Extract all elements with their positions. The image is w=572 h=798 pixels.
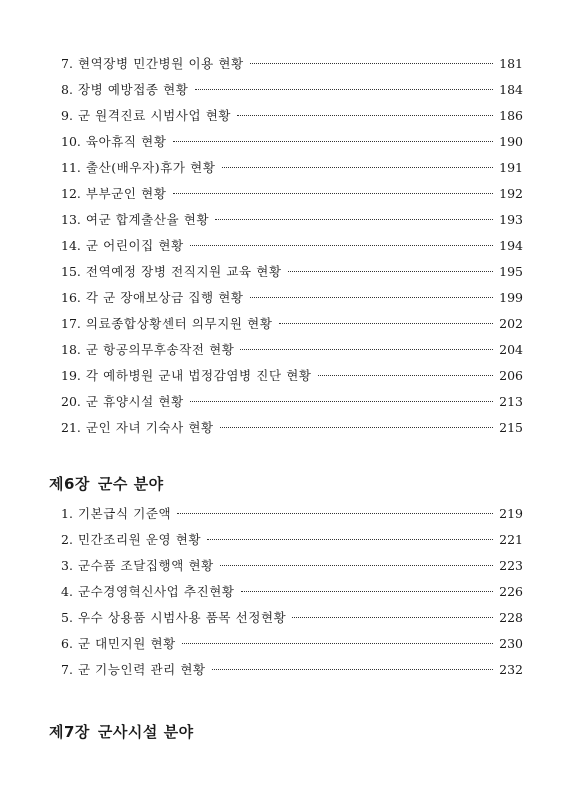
toc-entry[interactable]	[61, 389, 523, 415]
toc-entry-title: 부부군인 현황	[85, 186, 167, 201]
toc-entry-page: 195	[499, 264, 523, 279]
toc-entry[interactable]	[61, 51, 523, 77]
toc-entry[interactable]	[61, 233, 523, 259]
toc-entry-page: 181	[499, 56, 523, 71]
toc-dot-leader	[182, 643, 493, 644]
toc-entry-page: 232	[499, 662, 523, 677]
toc-entry-title: 각 군 장애보상금 집행 현황	[85, 290, 244, 305]
toc-entry-number: 5.	[61, 610, 73, 625]
toc-entry-number: 6.	[61, 636, 73, 651]
toc-entry-page: 194	[499, 238, 523, 253]
toc-entry-page: 184	[499, 82, 523, 97]
chapter-number: 제7장	[49, 723, 90, 741]
toc-dot-leader	[240, 349, 493, 350]
toc-entry[interactable]	[61, 415, 523, 441]
toc-dot-leader	[220, 565, 493, 566]
toc-entry-page: 191	[499, 160, 523, 175]
toc-entry[interactable]	[61, 337, 523, 363]
toc-entry-number: 9.	[61, 108, 73, 123]
toc-entry-title: 여군 합계출산율 현황	[85, 212, 210, 227]
toc-entry-title: 군수경영혁신사업 추진현황	[77, 584, 235, 599]
chapter-number: 제6장	[49, 475, 90, 493]
toc-entry-title: 기본급식 기준액	[77, 506, 172, 521]
toc-entry-title: 군 휴양시설 현황	[85, 394, 184, 409]
chapter-heading-7	[49, 721, 194, 742]
toc-entry-page: 193	[499, 212, 523, 227]
toc-dot-leader	[288, 271, 494, 272]
toc-dot-leader	[241, 591, 494, 592]
toc-entry-number: 3.	[61, 558, 73, 573]
toc-entry-number: 13.	[61, 212, 81, 227]
toc-entry[interactable]	[61, 657, 523, 683]
toc-entry-title: 의료종합상황센터 의무지원 현황	[85, 316, 273, 331]
toc-entry-title: 군 기능인력 관리 현황	[77, 662, 206, 677]
toc-entry-number: 2.	[61, 532, 73, 547]
toc-entry[interactable]	[61, 311, 523, 337]
toc-entry-title: 군 어린이집 현황	[85, 238, 184, 253]
toc-entry-title: 육아휴직 현황	[85, 134, 167, 149]
toc-entry-number: 1.	[61, 506, 73, 521]
toc-entry-number: 18.	[61, 342, 81, 357]
toc-entry-number: 19.	[61, 368, 81, 383]
toc-entry-page: 204	[499, 342, 523, 357]
toc-entry-number: 8.	[61, 82, 73, 97]
toc-entry-page: 206	[499, 368, 523, 383]
toc-entry-number: 15.	[61, 264, 81, 279]
toc-entry[interactable]	[61, 181, 523, 207]
toc-entry[interactable]	[61, 259, 523, 285]
toc-dot-leader	[250, 297, 494, 298]
toc-dot-leader	[237, 115, 493, 116]
toc-entry-page: 223	[499, 558, 523, 573]
toc-list-chapter6	[61, 501, 523, 683]
toc-entry-number: 10.	[61, 134, 81, 149]
toc-entry-page: 219	[499, 506, 523, 521]
toc-entry-page: 202	[499, 316, 523, 331]
toc-entry-title: 출산(배우자)휴가 현황	[85, 160, 216, 175]
toc-entry-title: 군 대민지원 현황	[77, 636, 176, 651]
toc-entry[interactable]	[61, 155, 523, 181]
toc-entry[interactable]	[61, 605, 523, 631]
toc-dot-leader	[195, 89, 494, 90]
toc-entry[interactable]	[61, 77, 523, 103]
toc-entry-number: 7.	[61, 56, 73, 71]
toc-entry-number: 4.	[61, 584, 73, 599]
toc-entry-title: 민간조리원 운영 현황	[77, 532, 202, 547]
toc-entry[interactable]	[61, 363, 523, 389]
toc-entry[interactable]	[61, 553, 523, 579]
toc-entry-page: 190	[499, 134, 523, 149]
toc-entry-page: 226	[499, 584, 523, 599]
toc-entry-number: 12.	[61, 186, 81, 201]
toc-dot-leader	[215, 219, 493, 220]
toc-entry-title: 장병 예방접종 현황	[77, 82, 189, 97]
toc-entry-number: 17.	[61, 316, 81, 331]
toc-dot-leader	[212, 669, 493, 670]
toc-entry-title: 군 원격진료 시범사업 현황	[77, 108, 232, 123]
toc-entry[interactable]	[61, 207, 523, 233]
toc-entry-title: 각 예하병원 군내 법정감염병 진단 현황	[85, 368, 312, 383]
toc-entry-title: 우수 상용품 시범사용 품목 선정현황	[77, 610, 287, 625]
toc-entry[interactable]	[61, 501, 523, 527]
toc-entry-title: 군수품 조달집행액 현황	[77, 558, 214, 573]
toc-entry-number: 21.	[61, 420, 81, 435]
toc-entry-page: 186	[499, 108, 523, 123]
toc-entry[interactable]	[61, 579, 523, 605]
toc-entry-page: 192	[499, 186, 523, 201]
toc-dot-leader	[318, 375, 494, 376]
toc-dot-leader	[292, 617, 493, 618]
toc-dot-leader	[279, 323, 494, 324]
toc-dot-leader	[190, 245, 493, 246]
toc-dot-leader	[250, 63, 493, 64]
toc-entry[interactable]	[61, 527, 523, 553]
toc-entry-page: 228	[499, 610, 523, 625]
toc-entry-number: 11.	[61, 160, 81, 175]
toc-entry[interactable]	[61, 129, 523, 155]
toc-entry-title: 현역장병 민간병원 이용 현황	[77, 56, 244, 71]
toc-entry-page: 215	[499, 420, 523, 435]
toc-entry-title: 전역예정 장병 전직지원 교육 현황	[85, 264, 282, 279]
toc-entry-page: 230	[499, 636, 523, 651]
toc-dot-leader	[222, 167, 494, 168]
toc-entry[interactable]	[61, 285, 523, 311]
toc-entry[interactable]	[61, 631, 523, 657]
toc-entry-title: 군인 자녀 기숙사 현황	[85, 420, 214, 435]
chapter-title: 군사시설 분야	[97, 723, 194, 741]
toc-entry-number: 7.	[61, 662, 73, 677]
toc-list-chapter5	[61, 51, 523, 441]
toc-entry-page: 213	[499, 394, 523, 409]
toc-entry-page: 199	[499, 290, 523, 305]
toc-entry[interactable]	[61, 103, 523, 129]
toc-dot-leader	[173, 193, 494, 194]
toc-dot-leader	[173, 141, 494, 142]
toc-dot-leader	[177, 513, 493, 514]
toc-dot-leader	[220, 427, 493, 428]
toc-dot-leader	[190, 401, 493, 402]
toc-dot-leader	[207, 539, 493, 540]
chapter-title: 군수 분야	[97, 475, 164, 493]
chapter-heading-6	[49, 473, 164, 494]
toc-entry-number: 20.	[61, 394, 81, 409]
toc-entry-page: 221	[499, 532, 523, 547]
toc-entry-number: 16.	[61, 290, 81, 305]
toc-entry-number: 14.	[61, 238, 81, 253]
toc-entry-title: 군 항공의무후송작전 현황	[85, 342, 235, 357]
